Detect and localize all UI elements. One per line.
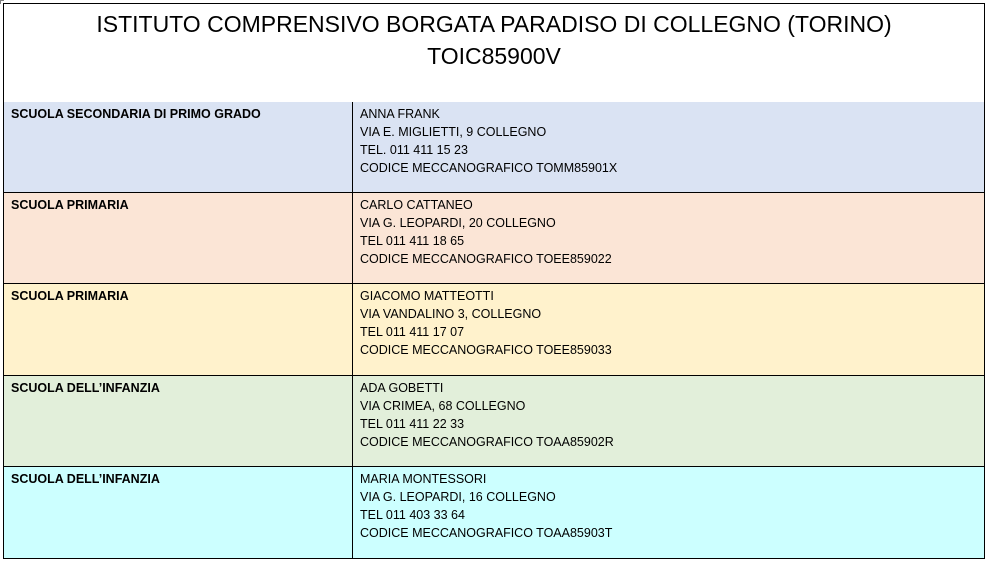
- school-code: CODICE MECCANOGRAFICO TOAA85903T: [360, 526, 613, 540]
- school-name: ADA GOBETTI: [360, 381, 444, 395]
- school-address: VIA G. LEOPARDI, 20 COLLEGNO: [360, 216, 556, 230]
- school-code: CODICE MECCANOGRAFICO TOEE859022: [360, 252, 612, 266]
- schools-table: [3, 3, 985, 559]
- table-header: [4, 4, 984, 103]
- school-type: SCUOLA DELL’INFANZIA: [11, 381, 160, 395]
- school-type-cell: [4, 376, 353, 466]
- school-name: CARLO CATTANEO: [360, 198, 473, 212]
- institute-title: ISTITUTO COMPRENSIVO BORGATA PARADISO DI COLLEGNO (TORINO): [96, 11, 892, 37]
- school-address: VIA CRIMEA, 68 COLLEGNO: [360, 399, 526, 413]
- school-info-cell: [353, 102, 984, 192]
- school-name: ANNA FRANK: [360, 107, 440, 121]
- school-type-cell: [4, 102, 353, 192]
- school-address: VIA G. LEOPARDI, 16 COLLEGNO: [360, 490, 556, 504]
- school-code: CODICE MECCANOGRAFICO TOAA85902R: [360, 435, 614, 449]
- school-phone: TEL 011 411 22 33: [360, 417, 465, 431]
- school-info-cell: [353, 467, 984, 558]
- school-address: VIA VANDALINO 3, COLLEGNO: [360, 307, 542, 321]
- school-phone: TEL. 011 411 15 23: [360, 143, 468, 157]
- school-phone: TEL 011 403 33 64: [360, 508, 465, 522]
- school-type-cell: [4, 467, 353, 558]
- table-row: [4, 102, 984, 193]
- school-type: SCUOLA PRIMARIA: [11, 198, 129, 212]
- institute-code: TOIC85900V: [427, 43, 561, 69]
- school-type-cell: [4, 193, 353, 283]
- table-row: [4, 376, 984, 467]
- school-info-cell: [353, 193, 984, 283]
- school-type: SCUOLA DELL’INFANZIA: [11, 472, 160, 486]
- table-row: [4, 193, 984, 284]
- table-row: [4, 467, 984, 558]
- school-info-cell: [353, 376, 984, 466]
- school-type-cell: [4, 284, 353, 375]
- school-code: CODICE MECCANOGRAFICO TOMM85901X: [360, 161, 618, 175]
- school-type: SCUOLA SECONDARIA DI PRIMO GRADO: [11, 107, 261, 121]
- school-name: MARIA MONTESSORI: [360, 472, 487, 486]
- school-phone: TEL 011 411 17 07: [360, 325, 465, 339]
- school-address: VIA E. MIGLIETTI, 9 COLLEGNO: [360, 125, 547, 139]
- school-code: CODICE MECCANOGRAFICO TOEE859033: [360, 343, 612, 357]
- table-row: [4, 284, 984, 376]
- school-info-cell: [353, 284, 984, 375]
- school-phone: TEL 011 411 18 65: [360, 234, 465, 248]
- school-type: SCUOLA PRIMARIA: [11, 289, 129, 303]
- school-name: GIACOMO MATTEOTTI: [360, 289, 494, 303]
